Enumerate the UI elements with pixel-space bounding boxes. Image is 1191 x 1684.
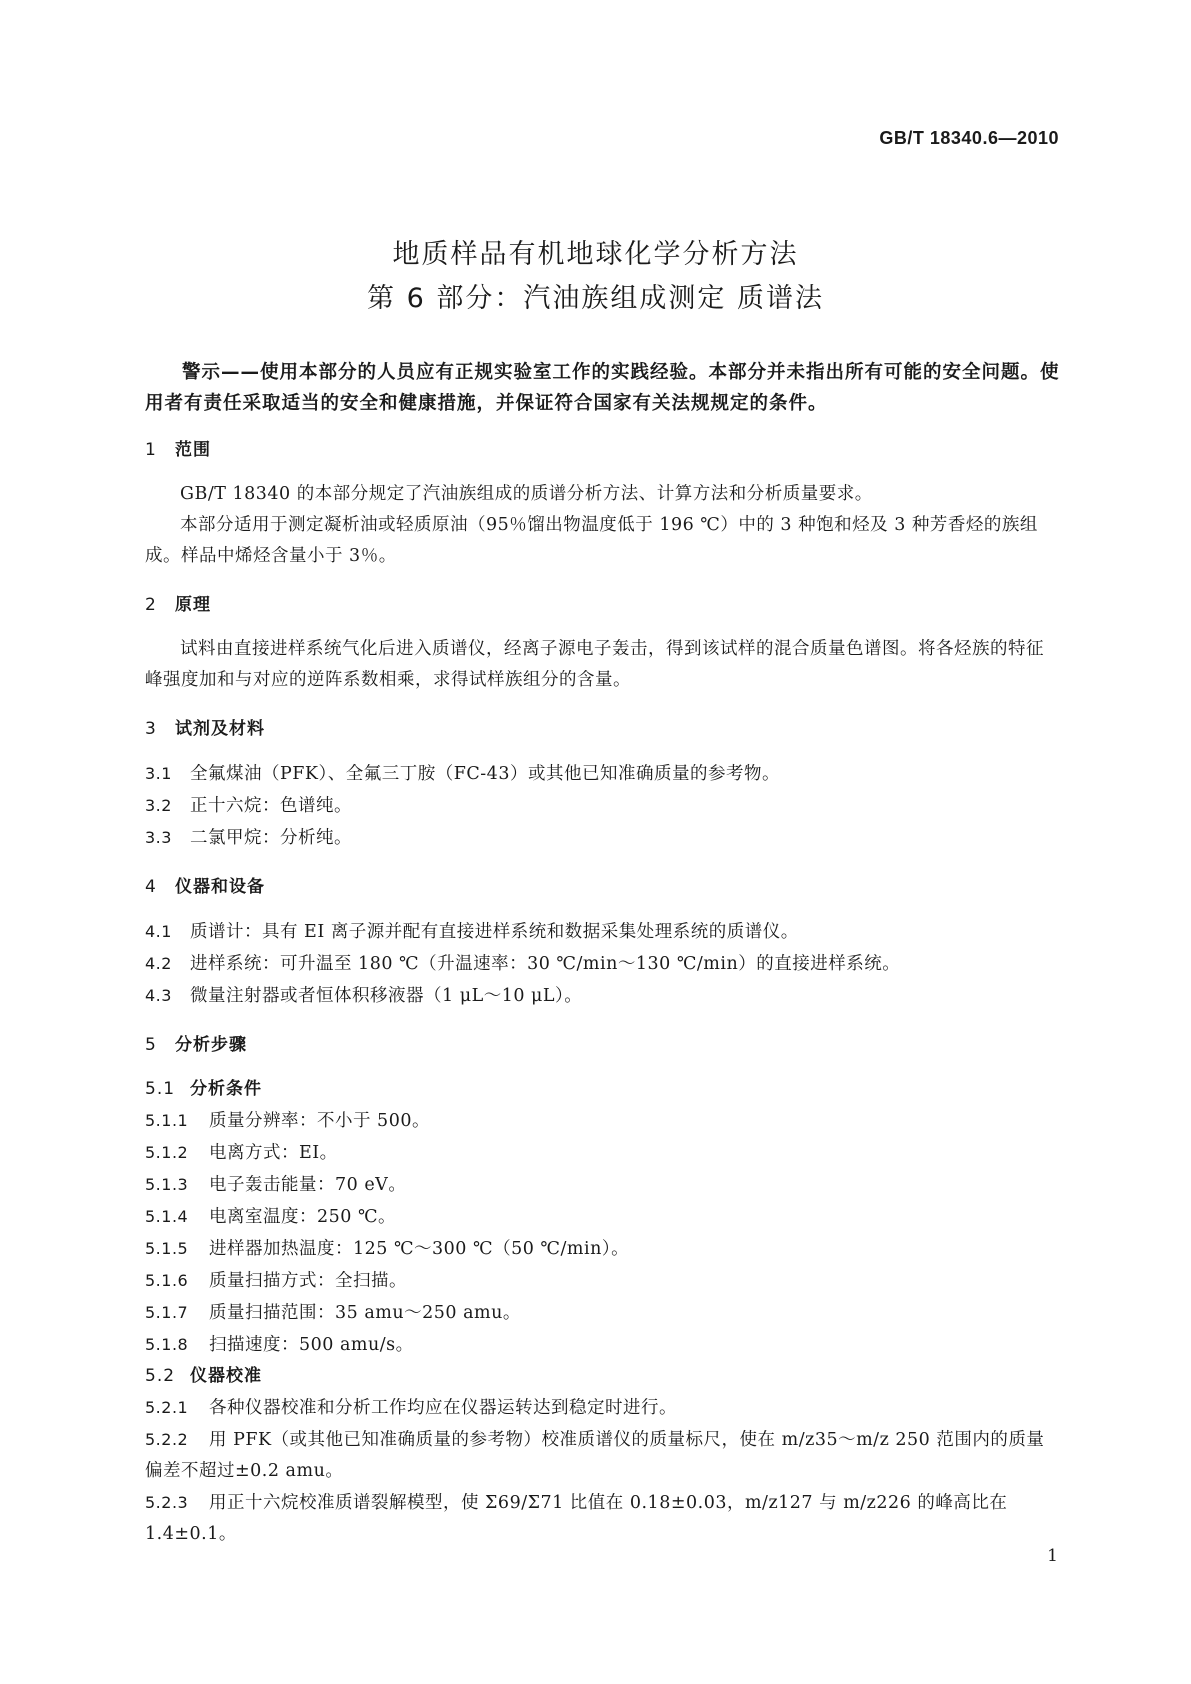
- clause-number: 5.1.5: [145, 1239, 189, 1258]
- clause-item: [145, 1297, 1061, 1329]
- clause-number: 5.1.2: [145, 1143, 189, 1162]
- clause-text: 质谱计：具有 EI 离子源并配有直接进样系统和数据采集处理系统的质谱仪。: [190, 922, 799, 942]
- clause-text: 质量扫描范围：35 amu～250 amu。: [209, 1303, 521, 1323]
- section-heading-scope: [145, 435, 1061, 460]
- section-heading-reagents: [145, 714, 1061, 739]
- clause-item: [145, 1137, 1061, 1169]
- clause-item: [145, 1169, 1061, 1201]
- section-title: 分析步骤: [175, 1035, 247, 1055]
- page-number: 1: [1047, 1546, 1058, 1566]
- clause-number: 5.2.3: [145, 1493, 189, 1512]
- paragraph: 试料由直接进样系统气化后进入质谱仪，经离子源电子轰击，得到该试样的混合质量色谱图。将各烃族的特征峰强度加和与对应的逆阵系数相乘，求得试样族组分的含量。: [145, 639, 1044, 690]
- document-body: [145, 357, 1061, 1550]
- document-subtitle: 第 6 部分：汽油族组成测定 质谱法: [367, 283, 824, 314]
- section-heading-procedure: [145, 1030, 1061, 1055]
- clause-number: 3.3: [145, 828, 172, 847]
- section-heading-principle: [145, 590, 1061, 615]
- clause-number: 5.1.4: [145, 1207, 189, 1226]
- clause-item: [145, 1201, 1061, 1233]
- clause-text: 用 PFK（或其他已知准确质量的参考物）校准质谱仪的质量标尺，使在 m/z35～m/z 250 范围内的质量偏差不超过±0.2 amu。: [145, 1430, 1045, 1481]
- clause-number: 5.1.1: [145, 1111, 189, 1130]
- clause-text: 质量分辨率：不小于 500。: [209, 1111, 430, 1131]
- clause-number: 5.1.8: [145, 1335, 189, 1354]
- clause-item: [145, 1424, 1061, 1487]
- clause-text: 正十六烷：色谱纯。: [190, 796, 352, 816]
- clause-text: 质量扫描方式：全扫描。: [209, 1271, 407, 1291]
- section-title: 范围: [175, 440, 211, 460]
- section-number: 3: [145, 719, 157, 739]
- clause-number: 3.2: [145, 796, 172, 815]
- clause-number: 4.1: [145, 922, 172, 941]
- section-number: 2: [145, 595, 157, 615]
- clause-number: 3.1: [145, 764, 172, 783]
- clause-text: 进样器加热温度：125 ℃～300 ℃（50 ℃/min）。: [209, 1239, 630, 1259]
- paragraph: 本部分适用于测定凝析油或轻质原油（95％馏出物温度低于 196 ℃）中的 3 种饱和烃及 3 种芳香烃的族组成。样品中烯烃含量小于 3％。: [145, 515, 1038, 566]
- subsection-title: 仪器校准: [190, 1366, 262, 1386]
- clause-item: [145, 1487, 1061, 1550]
- clause-number: 4.3: [145, 986, 172, 1005]
- warning-text: 警示——使用本部分的人员应有正规实验室工作的实践经验。本部分并未指出所有可能的安全问题。使用者有责任采取适当的安全和健康措施，并保证符合国家有关法规规定的条件。: [145, 362, 1060, 414]
- clause-item: [145, 758, 1061, 790]
- paragraph: GB/T 18340 的本部分规定了汽油族组成的质谱分析方法、计算方法和分析质量要求。: [180, 484, 873, 504]
- section-number: 1: [145, 440, 157, 460]
- clause-number: 5.2.2: [145, 1430, 189, 1449]
- subsection-number: 5.1: [145, 1079, 176, 1099]
- clause-number: 5.1.7: [145, 1303, 189, 1322]
- section-number: 4: [145, 877, 157, 897]
- section-heading-apparatus: [145, 872, 1061, 897]
- clause-item: [145, 980, 1061, 1012]
- clause-text: 电离方式：EI。: [209, 1143, 338, 1163]
- clause-item: [145, 822, 1061, 854]
- clause-text: 扫描速度：500 amu/s。: [209, 1335, 414, 1355]
- document-title: 地质样品有机地球化学分析方法: [392, 239, 799, 270]
- clause-number: 5.2.1: [145, 1398, 189, 1417]
- clause-item: [145, 916, 1061, 948]
- clause-item: [145, 790, 1061, 822]
- clause-text: 全氟煤油（PFK）、全氟三丁胺（FC-43）或其他已知准确质量的参考物。: [190, 764, 780, 784]
- clause-text: 微量注射器或者恒体积移液器（1 μL～10 μL）。: [190, 986, 583, 1006]
- clause-text: 进样系统：可升温至 180 ℃（升温速率：30 ℃/min～130 ℃/min）的直接进样系统。: [190, 954, 901, 974]
- clause-item: [145, 1265, 1061, 1297]
- clause-item: [145, 1392, 1061, 1424]
- clause-text: 用正十六烷校准质谱裂解模型，使 Σ69/Σ71 比值在 0.18±0.03，m/z127 与 m/z226 的峰高比在 1.4±0.1。: [145, 1493, 1008, 1544]
- section-title: 原理: [175, 595, 211, 615]
- clause-text: 二氯甲烷：分析纯。: [190, 828, 352, 848]
- clause-item: [145, 1329, 1061, 1361]
- clause-text: 电子轰击能量：70 eV。: [209, 1175, 407, 1195]
- subsection-title: 分析条件: [190, 1079, 262, 1099]
- section-number: 5: [145, 1035, 157, 1055]
- clause-text: 各种仪器校准和分析工作均应在仪器运转达到稳定时进行。: [209, 1398, 677, 1418]
- clause-number: 5.1.3: [145, 1175, 189, 1194]
- clause-number: 4.2: [145, 954, 172, 973]
- subsection-heading-conditions: [145, 1074, 1061, 1105]
- section-title: 仪器和设备: [175, 877, 265, 897]
- standard-number: GB/T 18340.6—2010: [879, 128, 1059, 148]
- clause-text: 电离室温度：250 ℃。: [209, 1207, 397, 1227]
- clause-item: [145, 1233, 1061, 1265]
- subsection-heading-calibration: [145, 1361, 1061, 1392]
- subsection-number: 5.2: [145, 1366, 176, 1386]
- clause-item: [145, 948, 1061, 980]
- clause-number: 5.1.6: [145, 1271, 189, 1290]
- section-title: 试剂及材料: [175, 719, 265, 739]
- clause-item: [145, 1105, 1061, 1137]
